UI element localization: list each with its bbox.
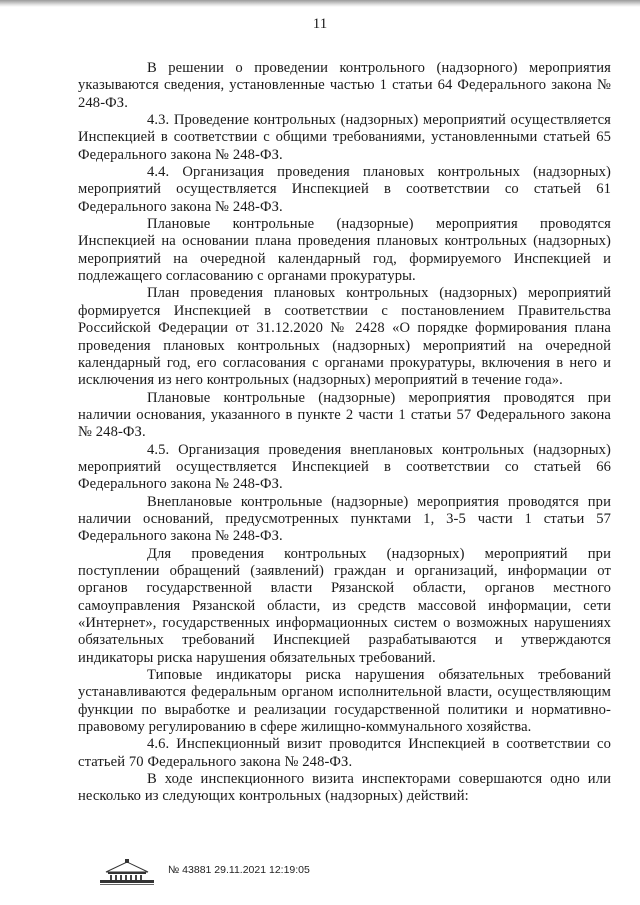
paragraph: План проведения плановых контрольных (надзорных) мероприятий формируется Инспекцией в соответствии с постановлением Правительства Российской Федерации от 31.12.2020 № 2428 «О порядке формирования плана проведения плановых контрольных (надзорных) мероприятий на очередной календарный год, его согласования с органами прокуратуры, включения в него и исключения из него контрольных (надзорных) мероприятий в течение года». bbox=[78, 285, 611, 389]
paragraph: Внеплановые контрольные (надзорные) мероприятия проводятся при наличии оснований, предусмотренных пунктами 1, 3-5 части 1 статьи 57 Федерального закона № 248-ФЗ. bbox=[78, 493, 611, 545]
paragraph: Типовые индикаторы риска нарушения обязательных требований устанавливаются федеральным органом исполнительной власти, осуществляющим функции по выработке и реализации государственной политики и нормативно-правовому регулированию в сфере жилищно-коммунального хозяйства. bbox=[78, 667, 611, 736]
paragraph: 4.5. Организация проведения внеплановых контрольных (надзорных) мероприятий осуществляется Инспекцией в соответствии со статьей 66 Федерального закона № 248-ФЗ. bbox=[78, 441, 611, 493]
page-number: 11 bbox=[312, 16, 328, 32]
scan-edge bbox=[0, 0, 640, 7]
paragraph: 4.3. Проведение контрольных (надзорных) мероприятий осуществляется Инспекцией в соответствии с общими требованиями, установленными статьей 65 Федерального закона № 248-ФЗ. bbox=[78, 112, 611, 163]
paragraph: Плановые контрольные (надзорные) мероприятия проводятся при наличии основания, указанного в пункте 2 части 1 статьи 57 Федерального закона № 248-ФЗ. bbox=[78, 389, 611, 441]
paragraph: 4.6. Инспекционный визит проводится Инспекцией в соответствии со статьей 70 Федерального закона № 248-ФЗ. bbox=[78, 736, 611, 770]
paragraph: В ходе инспекционного визита инспекторами совершаются одно или несколько из следующих контрольных (надзорных) действий: bbox=[78, 771, 611, 805]
paragraph: В решении о проведении контрольного (надзорного) мероприятия указываются сведения, установленные частью 1 статьи 64 Федерального закона № 248-ФЗ. bbox=[78, 60, 611, 111]
paragraph: Плановые контрольные (надзорные) мероприятия проводятся Инспекцией на основании плана проведения плановых контрольных (надзорных) мероприятий на очередной календарный год, формируемого Инспекцией и подлежащего согласованию с органами прокуратуры. bbox=[78, 216, 611, 285]
paragraph: Для проведения контрольных (надзорных) мероприятий при поступлении обращений (заявлений) граждан и организаций, информации от органов государственной власти Рязанской области, органов местного самоуправления Рязанской области, из средств массовой информации, сети «Интернет», государственных информационных систем о возможных нарушениях обязательных требований Инспекцией разрабатываются и утверждаются индикаторы риска нарушения обязательных требований. bbox=[78, 545, 611, 666]
paragraph: 4.4. Организация проведения плановых контрольных (надзорных) мероприятий осуществляется Инспекцией в соответствии со статьей 61 Федерального закона № 248-ФЗ. bbox=[78, 164, 611, 215]
registry-stamp-icon bbox=[98, 858, 156, 886]
footer bbox=[98, 856, 310, 886]
registration-number: № 43881 29.11.2021 12:19:05 bbox=[168, 864, 310, 876]
document-body bbox=[78, 60, 611, 806]
